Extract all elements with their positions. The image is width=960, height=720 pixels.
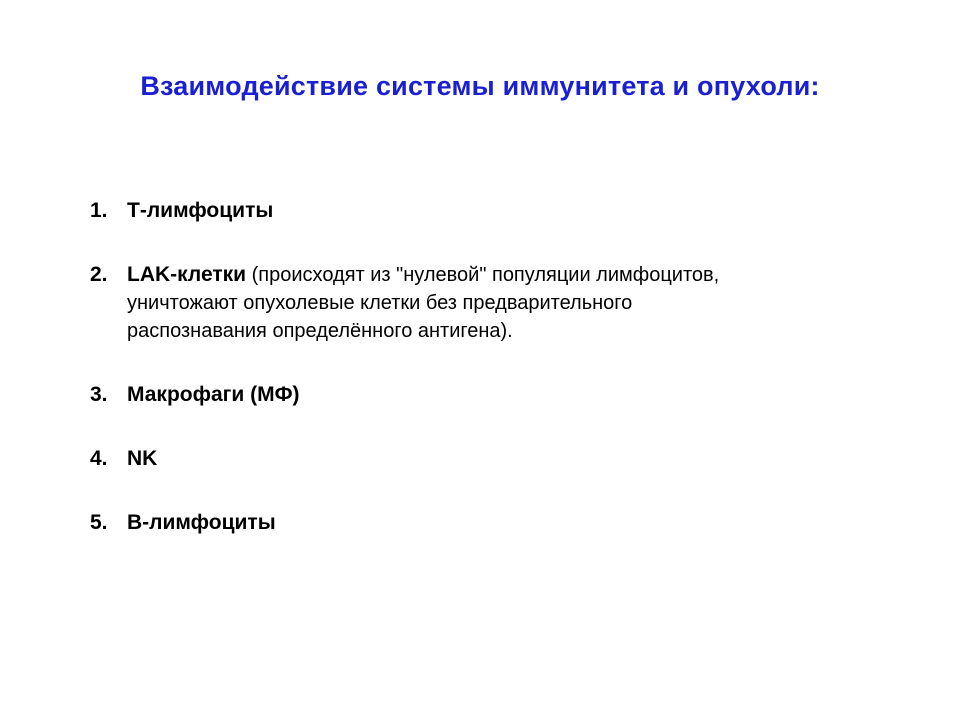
item-number: 5.	[90, 511, 108, 534]
item-number: 1.	[90, 199, 108, 222]
item-description-line-3: распознавания определённого антигена).	[127, 320, 513, 342]
item-term: LAK-клетки	[127, 263, 247, 286]
list-item	[90, 261, 890, 345]
list-item	[90, 509, 890, 537]
item-term: Т-лимфоциты	[127, 199, 274, 222]
slide-title: Взаимодействие системы иммунитета и опухоли:	[140, 71, 820, 101]
item-term: В-лимфоциты	[127, 511, 276, 534]
list-item	[90, 445, 890, 473]
item-term: Макрофаги (МФ)	[127, 383, 300, 406]
item-description-line-1: (происходят из "нулевой" популяции лимфоцитов,	[246, 264, 720, 286]
list-item	[90, 197, 890, 225]
item-number: 3.	[90, 383, 108, 406]
item-term: NK	[127, 447, 158, 470]
list-item	[90, 381, 890, 409]
item-number: 2.	[90, 263, 108, 286]
item-description-line-2: уничтожают опухолевые клетки без предварительного	[127, 292, 633, 314]
item-number: 4.	[90, 447, 108, 470]
